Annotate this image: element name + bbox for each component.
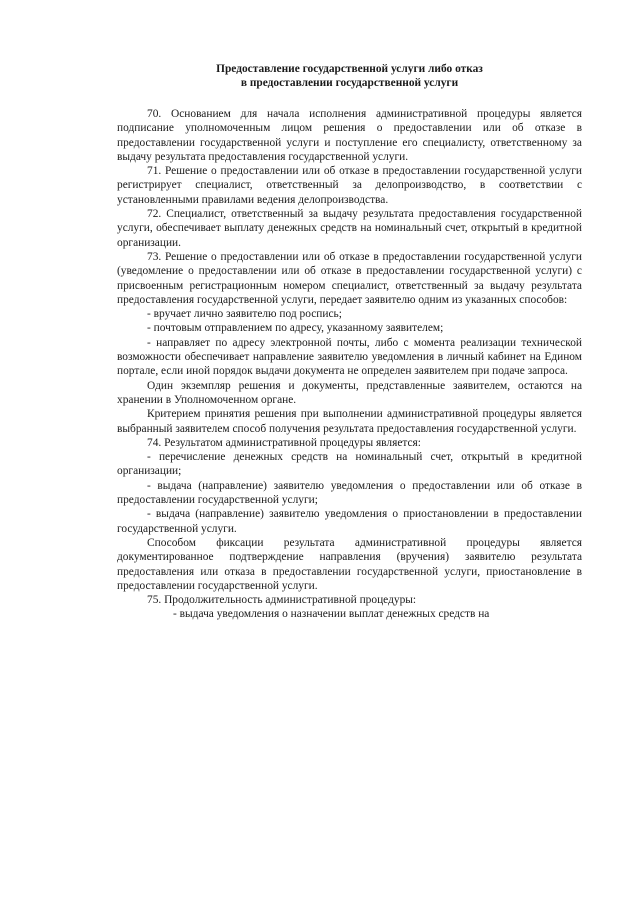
list-item-email: - направляет по адресу электронной почты, либо с момента реализации технической возможности обеспечивает направление заявителю уведомления в личный кабинет на Едином портале, если иной порядок выдачи документа не определен заявителем при подаче запроса. [117, 336, 582, 378]
paragraph-storage: Один экземпляр решения и документы, представленные заявителем, остаются на хранении в Уполномоченном органе. [117, 379, 582, 406]
paragraph-71: 71. Решение о предоставлении или об отказе в предоставлении государственной услуги регистрирует специалист, ответственный за делопроизводство, в соответствии с установленными правилами ведения делопроизводства. [117, 165, 582, 206]
section-heading [117, 62, 582, 90]
list-item-transfer: - перечисление денежных средств на номинальный счет, открытый в кредитной организации; [117, 451, 582, 478]
list-item-postal: - почтовым отправлением по адресу, указанному заявителем; [147, 322, 444, 335]
list-item-payment-notice: - выдача уведомления о назначении выплат денежных средств на [173, 608, 490, 621]
heading-line-2: в предоставлении государственной услуги [240, 77, 459, 89]
paragraph-criterion: Критерием принятия решения при выполнении административной процедуры является выбранный заявителем способ получения результата предоставления государственной услуги. [117, 408, 582, 435]
list-item-hand-delivery: - вручает лично заявителю под роспись; [147, 308, 342, 321]
paragraph-75: 75. Продолжительность административной процедуры: [147, 594, 417, 607]
paragraph-70: 70. Основанием для начала исполнения административной процедуры является подписание уполномоченным лицом решения о предоставлении или об отказе в предоставлении государственной услуги и поступление его специалисту, ответственному за выдачу результата предоставления государственной услуги. [117, 108, 582, 163]
paragraph-72: 72. Специалист, ответственный за выдачу результата предоставления государственной услуги, обеспечивает выплату денежных средств на номинальный счет, открытый в кредитной организации. [117, 208, 582, 249]
paragraph-73: 73. Решение о предоставлении или об отказе в предоставлении государственной услуги (уведомление о предоставлении или об отказе в предоставлении государственной услуги) с присвоенным регистрационным номером специалист, ответственный за выдачу результата предоставления государственной услуги, передает заявителю одним из указанных способов: [117, 250, 582, 306]
paragraph-fixation: Способом фиксации результата административной процедуры является документированное подтверждение направления (вручения) заявителю результата предоставления или отказа в предоставлении государственной услуги, приостановление в предоставлении государственной услуги. [117, 536, 582, 592]
list-item-suspension-notice: - выдача (направление) заявителю уведомления о приостановлении в предоставлении государственной услуги. [117, 508, 582, 535]
paragraph-74: 74. Результатом административной процедуры является: [147, 436, 421, 449]
heading-line-1: Предоставление государственной услуги либо отказ [216, 63, 483, 75]
list-item-decision-notice: - выдача (направление) заявителю уведомления о предоставлении или об отказе в предоставлении государственной услуги; [117, 479, 582, 507]
